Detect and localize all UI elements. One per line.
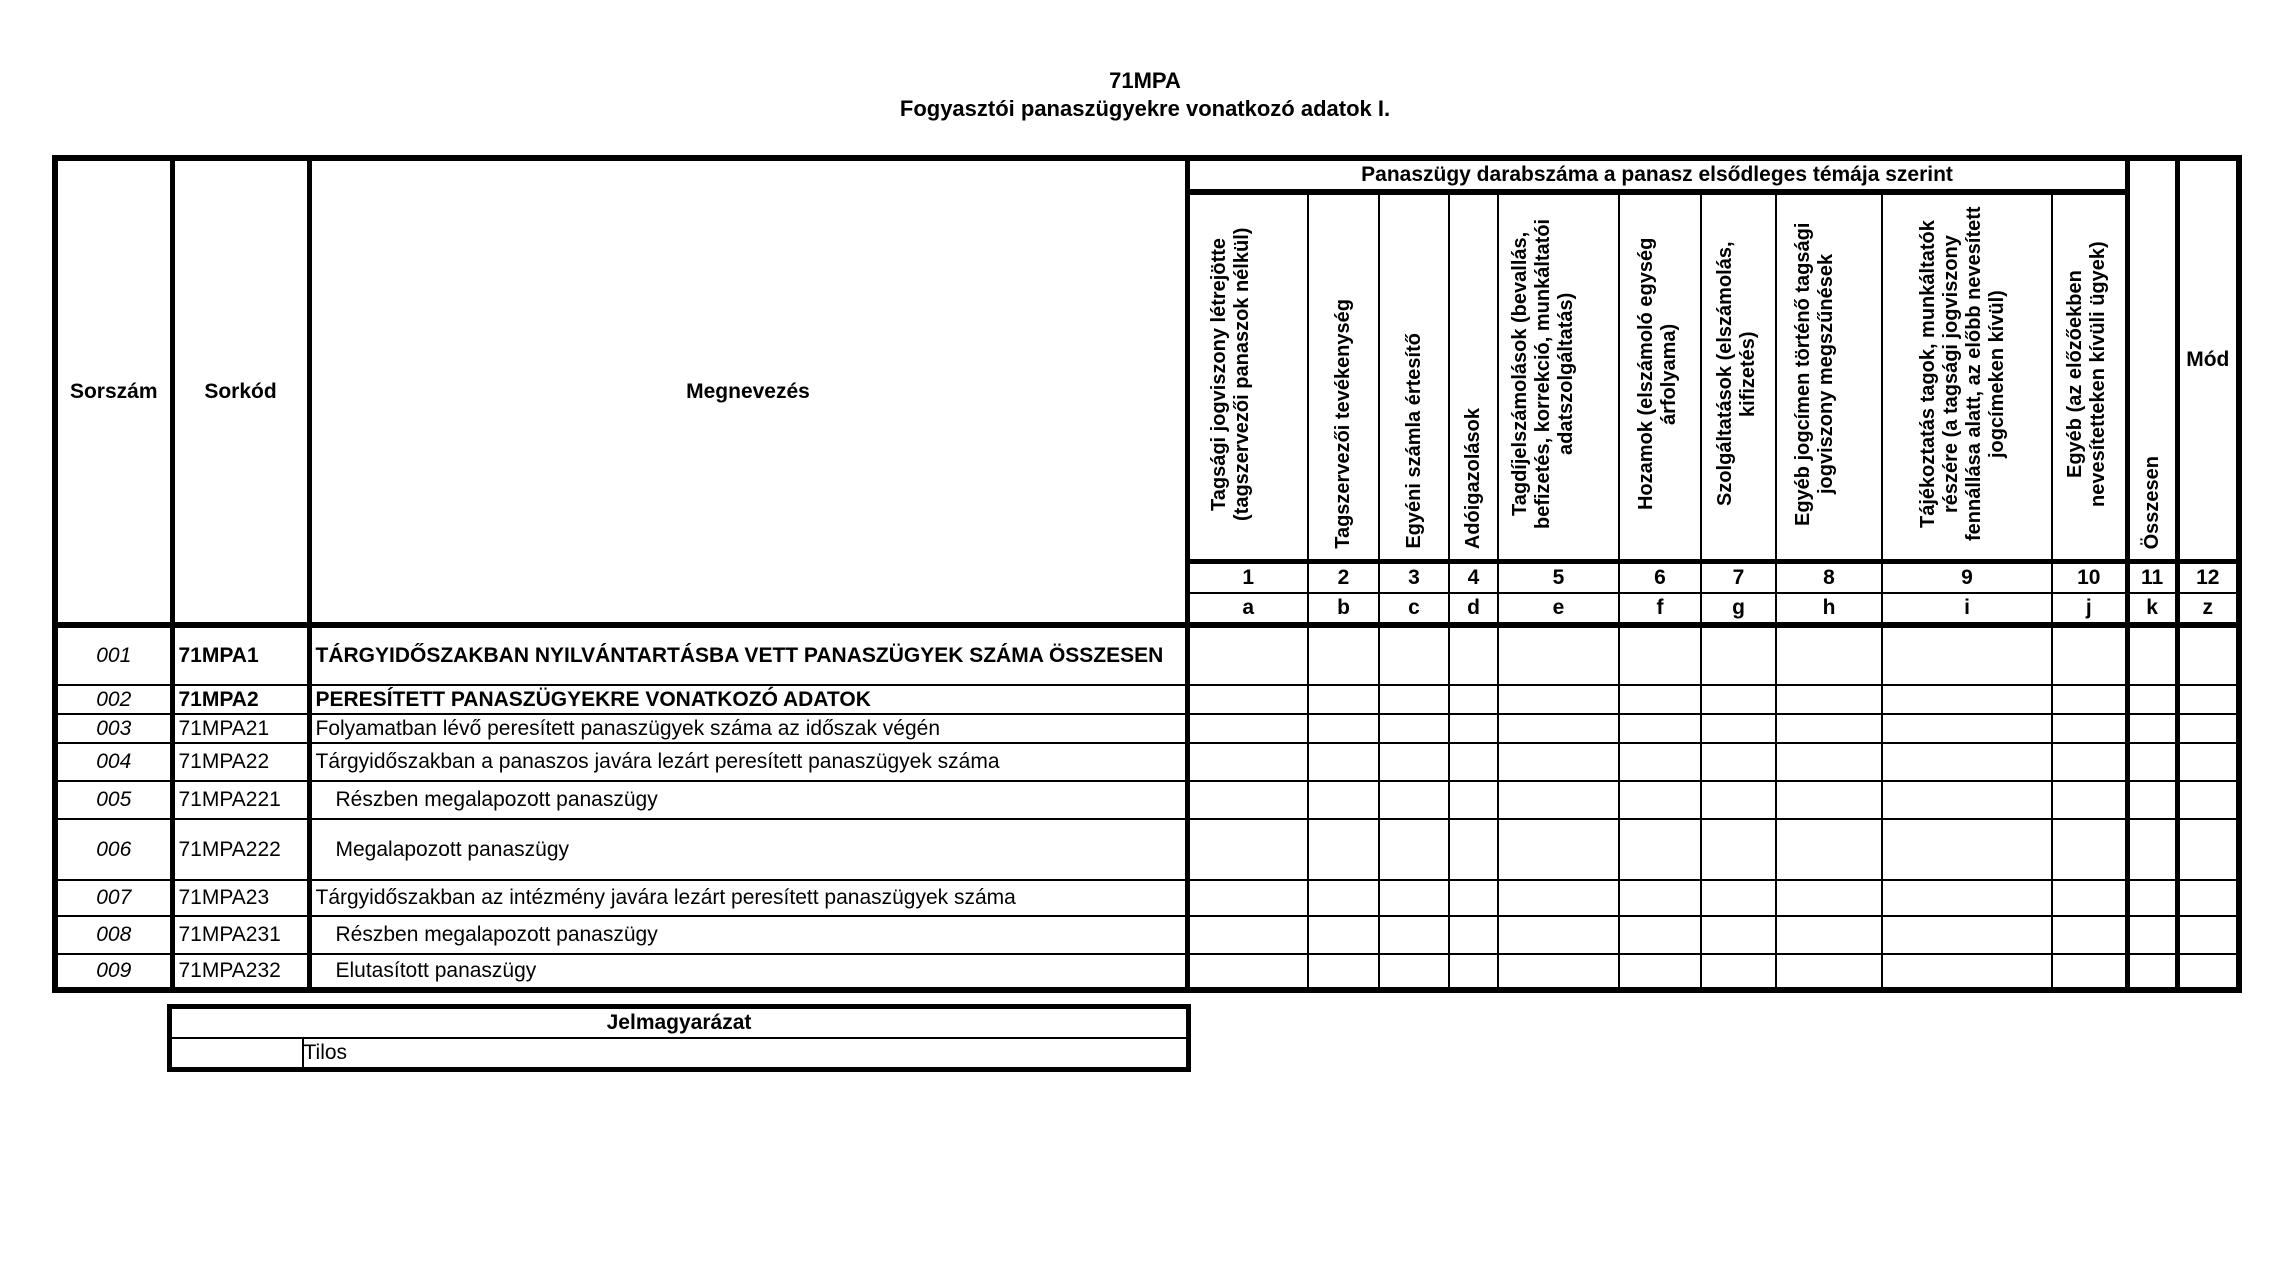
data-cell[interactable]: [2177, 916, 2239, 954]
col-header-topic: Tagdíjelszámolások (bevallás, befizetés, korrekció, munkáltatói adatszolgáltatás): [1498, 192, 1619, 562]
data-cell[interactable]: [1776, 880, 1882, 916]
data-cell[interactable]: [1498, 685, 1619, 714]
data-cell[interactable]: [2177, 954, 2239, 990]
form-title: Fogyasztói panaszügyekre vonatkozó adatok I.: [899, 96, 1391, 121]
col-number: 4: [1449, 562, 1498, 594]
table-row: [55, 880, 2239, 916]
row-sorszam: 001: [55, 625, 172, 685]
col-number: 12: [2177, 562, 2239, 594]
data-cell[interactable]: [1776, 625, 1882, 685]
data-cell[interactable]: [2052, 819, 2127, 880]
col-letter: d: [1449, 593, 1498, 625]
row-sorszam: 009: [55, 954, 172, 990]
table-row: [55, 714, 2239, 743]
data-cell[interactable]: [1882, 880, 2052, 916]
data-cell[interactable]: [1379, 714, 1449, 743]
col-header-topic: Tagszervezői tevékenység: [1308, 192, 1379, 562]
row-sorkod: 71MPA232: [172, 954, 309, 990]
data-cell[interactable]: [2052, 625, 2127, 685]
col-header-topic: Tájékoztatás tagok, munkáltatók részére (a tagsági jogviszony fennállása alatt, az előbb nevesített jogcímeken kívül): [1882, 192, 2052, 562]
data-cell[interactable]: [1379, 625, 1449, 685]
data-cell[interactable]: [2127, 954, 2177, 990]
row-name: TÁRGYIDŐSZAKBAN NYILVÁNTARTÁSBA VETT PANASZÜGYEK SZÁMA ÖSSZESEN: [309, 625, 1187, 685]
legend-title: Jelmagyarázat: [170, 1007, 1189, 1039]
col-header-topic: Egyéni számla értesítő: [1379, 192, 1449, 562]
data-cell[interactable]: [1776, 743, 1882, 781]
row-sorkod: 71MPA21: [172, 714, 309, 743]
table-row: [55, 916, 2239, 954]
col-number: 6: [1619, 562, 1701, 594]
data-cell[interactable]: [2177, 685, 2239, 714]
data-cell[interactable]: [1619, 954, 1701, 990]
col-group-header: Panaszügy darabszáma a panasz elsődleges témája szerint: [1187, 158, 2127, 192]
data-cell[interactable]: [1308, 954, 1379, 990]
data-cell[interactable]: [1449, 685, 1498, 714]
col-number: 5: [1498, 562, 1619, 594]
data-cell[interactable]: [1701, 781, 1776, 819]
data-cell[interactable]: [1701, 714, 1776, 743]
data-cell[interactable]: [1619, 685, 1701, 714]
col-number: 1: [1187, 562, 1308, 594]
data-cell[interactable]: [2127, 819, 2177, 880]
row-sorszam: 008: [55, 916, 172, 954]
data-cell[interactable]: [2127, 781, 2177, 819]
table-row: [55, 743, 2239, 781]
data-cell[interactable]: [1882, 954, 2052, 990]
form-code: 71MPA: [1109, 68, 1181, 93]
data-cell[interactable]: [1776, 954, 1882, 990]
data-cell[interactable]: [1701, 819, 1776, 880]
row-sorkod: 71MPA23: [172, 880, 309, 916]
data-cell[interactable]: [1308, 781, 1379, 819]
data-cell[interactable]: [2177, 880, 2239, 916]
col-letter: i: [1882, 593, 2052, 625]
data-cell[interactable]: [1187, 916, 1308, 954]
col-number: 10: [2052, 562, 2127, 594]
data-cell[interactable]: [1308, 880, 1379, 916]
col-letter: z: [2177, 593, 2239, 625]
data-cell[interactable]: [2127, 714, 2177, 743]
data-cell[interactable]: [1882, 916, 2052, 954]
row-name: Részben megalapozott panaszügy: [309, 916, 1187, 954]
data-cell[interactable]: [1619, 880, 1701, 916]
col-letter: g: [1701, 593, 1776, 625]
data-cell[interactable]: [1449, 916, 1498, 954]
data-cell[interactable]: [2127, 625, 2177, 685]
data-cell[interactable]: [1379, 743, 1449, 781]
data-cell[interactable]: [1449, 781, 1498, 819]
data-cell[interactable]: [1308, 819, 1379, 880]
data-cell[interactable]: [1187, 743, 1308, 781]
col-header-sorszam: Sorszám: [55, 158, 172, 625]
data-cell[interactable]: [1776, 819, 1882, 880]
data-cell[interactable]: [1308, 714, 1379, 743]
data-cell[interactable]: [1449, 880, 1498, 916]
col-letter: e: [1498, 593, 1619, 625]
table-row: [55, 781, 2239, 819]
data-cell[interactable]: [1498, 625, 1619, 685]
data-cell[interactable]: [1187, 880, 1308, 916]
row-sorkod: 71MPA1: [172, 625, 309, 685]
data-cell[interactable]: [1449, 819, 1498, 880]
row-name: Folyamatban lévő peresített panaszügyek száma az időszak végén: [309, 714, 1187, 743]
data-cell[interactable]: [1776, 714, 1882, 743]
data-cell[interactable]: [1619, 625, 1701, 685]
data-cell[interactable]: [1449, 954, 1498, 990]
data-cell[interactable]: [1776, 916, 1882, 954]
data-cell[interactable]: [1882, 819, 2052, 880]
col-letter: b: [1308, 593, 1379, 625]
data-cell[interactable]: [2127, 743, 2177, 781]
data-cell[interactable]: [1882, 743, 2052, 781]
data-cell[interactable]: [1619, 743, 1701, 781]
row-name: Elutasított panaszügy: [309, 954, 1187, 990]
col-number: 8: [1776, 562, 1882, 594]
data-cell[interactable]: [1882, 625, 2052, 685]
col-letter: h: [1776, 593, 1882, 625]
table-row: [55, 685, 2239, 714]
data-cell[interactable]: [1379, 819, 1449, 880]
data-cell[interactable]: [1701, 916, 1776, 954]
data-cell[interactable]: [2177, 743, 2239, 781]
row-name: Megalapozott panaszügy: [309, 819, 1187, 880]
col-letter: j: [2052, 593, 2127, 625]
col-letter: k: [2127, 593, 2177, 625]
data-cell[interactable]: [1498, 743, 1619, 781]
data-cell[interactable]: [2177, 714, 2239, 743]
col-header-topic: Adóigazolások: [1449, 192, 1498, 562]
row-sorkod: 71MPA221: [172, 781, 309, 819]
data-cell[interactable]: [1187, 625, 1308, 685]
row-sorszam: 006: [55, 819, 172, 880]
col-header-megnevezes: Megnevezés: [309, 158, 1187, 625]
col-number: 2: [1308, 562, 1379, 594]
row-sorszam: 007: [55, 880, 172, 916]
data-cell[interactable]: [2127, 880, 2177, 916]
col-letter: a: [1187, 593, 1308, 625]
row-sorszam: 003: [55, 714, 172, 743]
data-cell[interactable]: [1619, 819, 1701, 880]
col-header-topic: Hozamok (elszámoló egység árfolyama): [1619, 192, 1701, 562]
col-header-topic: Egyéb (az előzőekben nevesítetteken kívüli ügyek): [2052, 192, 2127, 562]
data-cell[interactable]: [1498, 819, 1619, 880]
data-cell[interactable]: [1498, 714, 1619, 743]
data-cell[interactable]: [1498, 954, 1619, 990]
data-cell[interactable]: [1187, 685, 1308, 714]
row-name: Tárgyidőszakban az intézmény javára lezárt peresített panaszügyek száma: [309, 880, 1187, 916]
data-cell[interactable]: [1701, 743, 1776, 781]
data-cell[interactable]: [1379, 916, 1449, 954]
table-row: [55, 625, 2239, 685]
col-number: 9: [1882, 562, 2052, 594]
row-name: PERESÍTETT PANASZÜGYEKRE VONATKOZÓ ADATOK: [309, 685, 1187, 714]
data-cell[interactable]: [2177, 819, 2239, 880]
data-cell[interactable]: [1701, 954, 1776, 990]
col-header-topic: Egyéb jogcímen történő tagsági jogviszony megszűnések: [1776, 192, 1882, 562]
data-cell[interactable]: [1498, 916, 1619, 954]
row-sorkod: 71MPA22: [172, 743, 309, 781]
data-cell[interactable]: [1379, 685, 1449, 714]
data-cell[interactable]: [1882, 714, 2052, 743]
data-cell[interactable]: [1308, 743, 1379, 781]
row-name: Részben megalapozott panaszügy: [309, 781, 1187, 819]
complaints-table: [52, 155, 2242, 993]
data-cell[interactable]: [1701, 685, 1776, 714]
legend-table: [167, 1004, 1191, 1072]
data-cell[interactable]: [1776, 781, 1882, 819]
legend-label: Tilos: [303, 1038, 1189, 1070]
data-cell[interactable]: [2052, 916, 2127, 954]
data-cell[interactable]: [2052, 714, 2127, 743]
data-cell[interactable]: [1776, 685, 1882, 714]
row-sorszam: 004: [55, 743, 172, 781]
data-cell[interactable]: [1701, 880, 1776, 916]
data-cell[interactable]: [2177, 781, 2239, 819]
data-cell[interactable]: [1449, 714, 1498, 743]
data-cell[interactable]: [1498, 781, 1619, 819]
data-cell[interactable]: [2052, 880, 2127, 916]
col-header-osszesen: Összesen: [2127, 158, 2177, 562]
data-cell[interactable]: [1882, 781, 2052, 819]
data-cell[interactable]: [1619, 714, 1701, 743]
data-cell[interactable]: [1882, 685, 2052, 714]
data-cell[interactable]: [2052, 685, 2127, 714]
data-cell[interactable]: [1187, 781, 1308, 819]
col-number: 3: [1379, 562, 1449, 594]
data-cell[interactable]: [2052, 743, 2127, 781]
data-cell[interactable]: [1308, 916, 1379, 954]
row-sorkod: 71MPA222: [172, 819, 309, 880]
data-cell[interactable]: [1619, 916, 1701, 954]
col-letter: c: [1379, 593, 1449, 625]
table-row: [55, 954, 2239, 990]
data-cell[interactable]: [1701, 625, 1776, 685]
data-cell[interactable]: [1187, 954, 1308, 990]
row-sorszam: 005: [55, 781, 172, 819]
col-header-topic: Szolgáltatások (elszámolás, kifizetés): [1701, 192, 1776, 562]
row-sorkod: 71MPA2: [172, 685, 309, 714]
col-number: 11: [2127, 562, 2177, 594]
data-cell[interactable]: [1187, 819, 1308, 880]
col-header-sorkod: Sorkód: [172, 158, 309, 625]
col-header-topic: Tagsági jogviszony létrejötte (tagszervezői panaszok nélkül): [1187, 192, 1308, 562]
data-cell[interactable]: [2127, 685, 2177, 714]
data-cell[interactable]: [1187, 714, 1308, 743]
table-row: [55, 819, 2239, 880]
data-cell[interactable]: [1379, 954, 1449, 990]
row-sorkod: 71MPA231: [172, 916, 309, 954]
data-cell[interactable]: [2052, 954, 2127, 990]
data-cell[interactable]: [2052, 781, 2127, 819]
data-cell[interactable]: [2177, 625, 2239, 685]
data-cell[interactable]: [1308, 625, 1379, 685]
data-cell[interactable]: [1449, 625, 1498, 685]
data-cell[interactable]: [1379, 880, 1449, 916]
col-letter: f: [1619, 593, 1701, 625]
row-sorszam: 002: [55, 685, 172, 714]
col-header-mod: Mód: [2177, 158, 2239, 562]
data-cell[interactable]: [2127, 916, 2177, 954]
data-cell[interactable]: [1498, 880, 1619, 916]
data-cell[interactable]: [1379, 781, 1449, 819]
row-name: Tárgyidőszakban a panaszos javára lezárt peresített panaszügyek száma: [309, 743, 1187, 781]
data-cell[interactable]: [1619, 781, 1701, 819]
legend-swatch: [170, 1038, 303, 1070]
col-number: 7: [1701, 562, 1776, 594]
data-cell[interactable]: [1449, 743, 1498, 781]
data-cell[interactable]: [1308, 685, 1379, 714]
